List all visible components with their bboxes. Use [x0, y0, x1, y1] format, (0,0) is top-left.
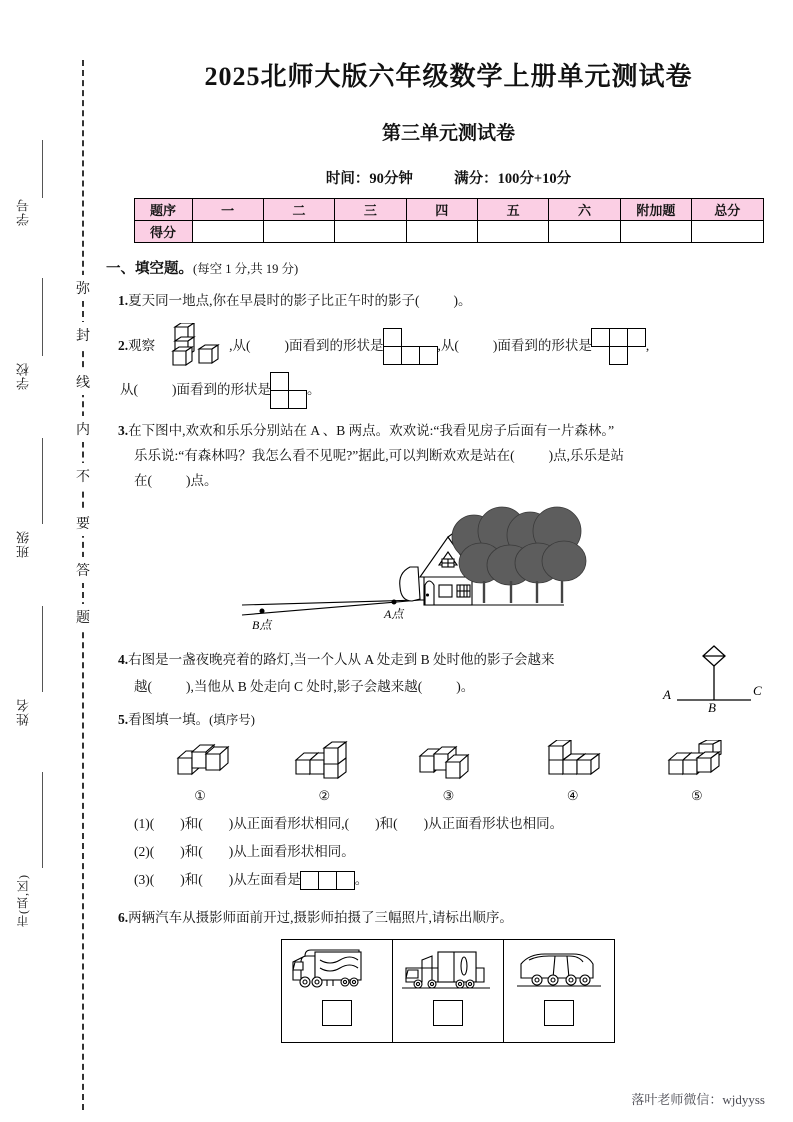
- sub-1-m2: )从正面看形状相同,(: [228, 816, 350, 831]
- question-2-text-1: 观察: [128, 338, 156, 354]
- seal-divider: [42, 606, 43, 692]
- sub-3-key: (3)(: [134, 872, 155, 887]
- label-point-c: C: [753, 683, 762, 698]
- score-table-row-label: 得分: [134, 221, 192, 243]
- seal-word-0: 弥: [66, 275, 100, 301]
- watermark: 落叶老师微信：wjdyyss: [631, 1092, 765, 1107]
- score-cell-2[interactable]: [263, 221, 334, 243]
- cube-label-5: ⑤: [691, 788, 703, 803]
- question-2-text-2: ,从(: [229, 338, 251, 354]
- question-3-line-3a: 在(: [134, 473, 152, 488]
- answer-box-1[interactable]: [322, 1000, 352, 1026]
- sub-2-m1: )和(: [180, 844, 203, 859]
- section-heading-text: 一、填空题。: [106, 261, 193, 277]
- seal-divider: [42, 140, 43, 198]
- score-cell-4[interactable]: [406, 221, 477, 243]
- exam-sheet: [104, 0, 793, 1122]
- table-row: [134, 199, 763, 221]
- section-heading: [106, 257, 793, 278]
- sub-1-m3: )和(: [375, 816, 398, 831]
- question-3-line-3b: )点。: [186, 473, 218, 488]
- score-col-2: 二: [263, 199, 334, 221]
- question-4-line-2a: 越(: [134, 679, 152, 694]
- score-cell-1[interactable]: [192, 221, 263, 243]
- answer-box-2[interactable]: [433, 1000, 463, 1026]
- label-point-b: B: [708, 700, 716, 714]
- sub-3-m2: )从左面看是: [228, 872, 301, 887]
- score-cell-total[interactable]: [692, 221, 763, 243]
- question-5-sub-3: [134, 866, 793, 894]
- cube-label-3: ③: [442, 788, 455, 803]
- question-3-number: 3.: [118, 423, 129, 438]
- seal-divider: [42, 278, 43, 356]
- question-2-text-7: 从(: [120, 382, 138, 398]
- question-5-sub-2: [134, 838, 793, 866]
- street-lamp-figure: [659, 642, 769, 714]
- sub-2-m2: )从上面看形状相同。: [228, 844, 355, 859]
- score-col-1: 一: [192, 199, 263, 221]
- question-4-line-2b: ),当他从 B 处走向 C 处时,影子会越来越(: [186, 679, 423, 694]
- shape-grid-left: [271, 373, 307, 409]
- score-col-3: 三: [335, 199, 406, 221]
- question-2-text-6: ,: [645, 338, 650, 354]
- seal-word-2: 线: [66, 369, 100, 395]
- seal-word-1: 封: [66, 322, 100, 348]
- question-1-number: 1.: [118, 293, 129, 308]
- label-point-a: A: [663, 687, 671, 702]
- score-col-total: 总分: [692, 199, 763, 221]
- question-3-line-2a: 乐乐说:“有森林吗？我怎么看不见呢?”据此,可以判断欢欢是站在(: [134, 448, 515, 463]
- question-4-line-1: 右图是一盏夜晚亮着的路灯,当一个人从 A 处走到 B 处时他的影子会越来: [128, 652, 555, 667]
- question-1-text-b: )。: [453, 293, 472, 308]
- seal-fields-column: [14, 150, 58, 1050]
- answer-box-3[interactable]: [544, 1000, 574, 1026]
- shape-grid-top: [592, 329, 646, 365]
- question-5-number: 5.: [118, 712, 129, 727]
- seal-word-6: 答: [66, 557, 100, 583]
- question-1: [118, 287, 793, 314]
- page-title: 2025北师大版六年级数学上册单元测试卷: [204, 62, 693, 91]
- question-2-text-3: )面看到的形状是: [284, 338, 384, 354]
- label-point-a: A点: [383, 607, 403, 621]
- seal-sidebar: [0, 0, 104, 1122]
- cube-label-2: ②: [318, 788, 331, 803]
- question-2-number: 2.: [118, 338, 129, 354]
- seal-word-3: 内: [66, 416, 100, 442]
- three-cube-figure: [155, 323, 229, 371]
- question-1-text-a: 夏天同一地点,你在早晨时的影子比正午时的影子(: [128, 293, 420, 308]
- question-2-line2: [120, 373, 793, 409]
- question-6-number: 6.: [118, 910, 129, 925]
- score-col-5: 五: [478, 199, 549, 221]
- question-6: [118, 904, 793, 931]
- score-table-row-label: 题序: [134, 199, 192, 221]
- seal-divider: [42, 438, 43, 524]
- question-5-note: (填序号): [209, 713, 255, 727]
- page-subtitle: 第三单元测试卷: [381, 123, 515, 144]
- question-3: [118, 418, 793, 493]
- truck-photos-row: [104, 939, 793, 1043]
- seal-word-5: 要: [66, 510, 100, 536]
- section-heading-note: (每空 1 分,共 19 分): [193, 262, 299, 276]
- cube-label-4: ④: [566, 788, 579, 803]
- score-col-bonus: 附加题: [620, 199, 691, 221]
- table-row: [134, 221, 763, 243]
- question-5-text: 看图填一填。: [128, 712, 210, 727]
- score-col-4: 四: [406, 199, 477, 221]
- question-4-line-2c: )。: [456, 679, 475, 694]
- question-4: [118, 646, 638, 700]
- cube-figure-3: [410, 740, 486, 804]
- cube-figure-4: [535, 740, 611, 804]
- seal-field-city: 市(县,区): [16, 874, 30, 927]
- cube-figure-2: [286, 740, 362, 804]
- cube-figures-row: [138, 740, 759, 804]
- question-3-line-2b: )点,乐乐是站: [548, 448, 624, 463]
- seal-word-7: 题: [66, 604, 100, 630]
- house-forest-figure: [104, 497, 793, 637]
- sub-1-key: (1)(: [134, 816, 155, 831]
- seal-field-class: 班级: [16, 530, 31, 558]
- sub-1-m1: )和(: [180, 816, 203, 831]
- question-5-sub-1: [134, 810, 793, 838]
- seal-divider: [42, 772, 43, 868]
- question-2: [118, 323, 793, 371]
- total-score-label: 满分：100分+10分: [454, 171, 572, 187]
- question-6-text: 两辆汽车从摄影师面前开过,摄影师拍摄了三幅照片,请标出顺序。: [128, 910, 513, 925]
- shape-grid-left-row: [301, 872, 355, 890]
- seal-notice-column: [62, 60, 104, 1110]
- score-cell-3[interactable]: [335, 221, 406, 243]
- sub-3-m1: )和(: [180, 872, 203, 887]
- cube-figure-5: [659, 740, 735, 804]
- question-2-text-9: 。: [307, 382, 321, 398]
- seal-dashed-line: [82, 60, 84, 1110]
- question-2-text-5: )面看到的形状是: [492, 338, 592, 354]
- label-point-b: B点: [251, 618, 271, 632]
- score-cell-6[interactable]: [549, 221, 620, 243]
- sub-2-key: (2)(: [134, 844, 155, 859]
- question-3-line-1: 在下图中,欢欢和乐乐分别站在 A 、B 两点。欢欢说:“我看见房子后面有一片森林。”: [128, 423, 615, 438]
- shape-grid-front: [384, 329, 438, 365]
- seal-field-student-id: 学号: [16, 198, 31, 226]
- exam-meta: [104, 167, 793, 188]
- truck-photo-3: [503, 939, 615, 1043]
- seal-field-school: 学校: [16, 362, 31, 390]
- time-label: 时间：90分钟: [325, 171, 413, 187]
- score-table: [134, 198, 764, 243]
- question-4-number: 4.: [118, 652, 129, 667]
- score-cell-5[interactable]: [478, 221, 549, 243]
- truck-photo-1: [281, 939, 393, 1043]
- sub-3-m3: 。: [354, 872, 369, 887]
- cube-figure-1: [162, 740, 238, 804]
- question-2-text-4: ,从(: [437, 338, 459, 354]
- score-col-6: 六: [549, 199, 620, 221]
- seal-field-name: 姓名: [16, 698, 31, 726]
- seal-word-4: 不: [66, 463, 100, 489]
- score-cell-bonus[interactable]: [620, 221, 691, 243]
- question-2-text-8: )面看到的形状是: [172, 382, 271, 398]
- sub-1-m4: )从正面看形状也相同。: [423, 816, 564, 831]
- truck-photo-2: [392, 939, 504, 1043]
- cube-label-1: ①: [194, 788, 206, 803]
